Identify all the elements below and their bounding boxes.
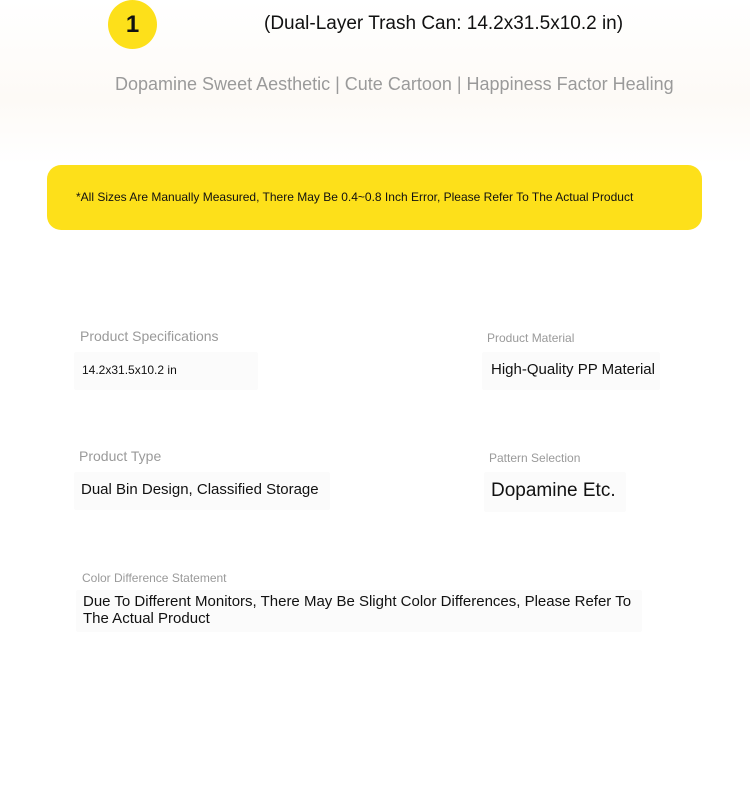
spec-material-value: High-Quality PP Material: [491, 361, 655, 378]
spec-specifications-label: Product Specifications: [80, 328, 219, 344]
page-subtitle: Dopamine Sweet Aesthetic | Cute Cartoon | Happiness Factor Healing: [115, 74, 674, 94]
step-number-badge: [108, 0, 157, 49]
spec-material-label: Product Material: [487, 331, 575, 345]
spec-type-label: Product Type: [79, 448, 162, 464]
step-number: 1: [125, 10, 140, 38]
spec-type-value: Dual Bin Design, Classified Storage: [81, 481, 319, 498]
spec-specifications-value: 14.2x31.5x10.2 in: [82, 363, 177, 377]
color-statement-value: Due To Different Monitors, There May Be Slight Color Differences, Please Refer To The Actual Product: [83, 593, 632, 627]
color-statement-label: Color Difference Statement: [82, 571, 227, 585]
page-title: (Dual-Layer Trash Can: 14.2x31.5x10.2 in): [264, 13, 624, 34]
measurement-notice-banner: [47, 165, 702, 230]
measurement-notice-text: *All Sizes Are Manually Measured, There May Be 0.4~0.8 Inch Error, Please Refer To The Actual Product: [76, 190, 634, 204]
spec-pattern-value: Dopamine Etc.: [491, 480, 616, 501]
spec-pattern-label: Pattern Selection: [489, 451, 581, 465]
